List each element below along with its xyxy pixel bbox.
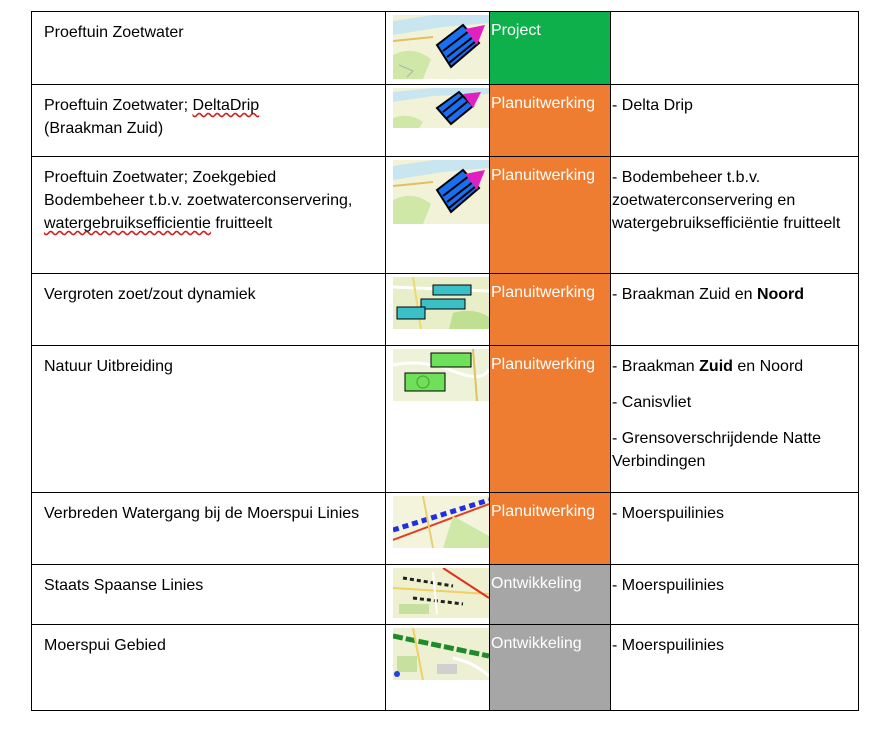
nature-map-icon (393, 349, 489, 401)
spelling-error: DeltaDrip (192, 97, 260, 114)
table-row (32, 12, 859, 85)
table-row (32, 85, 859, 157)
row-title: Moerspui Gebied (44, 637, 166, 654)
row-notes: - Delta Drip (612, 97, 693, 114)
row-title: Staats Spaanse Linies (44, 577, 204, 594)
row-title: Proeftuin Zoetwater (44, 24, 184, 41)
watercourse-map-icon (393, 496, 489, 548)
status-badge: Project (490, 12, 611, 85)
row-title: Verbreden Watergang bij de Moerspui Linies (44, 505, 360, 522)
table-row (32, 274, 859, 346)
table-row (32, 565, 859, 625)
table-row (32, 157, 859, 274)
status-badge: Ontwikkeling (490, 625, 611, 711)
row-title: Natuur Uitbreiding (44, 358, 173, 375)
row-notes: - Moerspuilinies (612, 637, 725, 654)
polder-map-icon (393, 15, 489, 79)
status-badge: Planuitwerking (490, 157, 611, 274)
linies-map-icon (393, 568, 489, 618)
row-notes: - Moerspuilinies (612, 577, 725, 594)
moerspui-map-icon (393, 628, 489, 680)
polder-map-icon (393, 88, 489, 128)
status-badge: Ontwikkeling (490, 565, 611, 625)
table-row (32, 493, 859, 565)
spelling-error: watergebruiksefficientie (44, 215, 211, 232)
row-notes: - Moerspuilinies (612, 505, 725, 522)
table-row (32, 625, 859, 711)
area-map-icon (393, 277, 489, 329)
status-badge: Planuitwerking (490, 274, 611, 346)
row-notes: - Braakman Zuid en Noord (612, 286, 805, 303)
row-title: Vergroten zoet/zout dynamiek (44, 286, 256, 303)
table-row (32, 346, 859, 493)
status-badge: Planuitwerking (490, 85, 611, 157)
row-title: Proeftuin Zoetwater; Zoekgebied Bodembeheer t.b.v. zoetwaterconservering, watergebruiksefficientie fruitteelt (44, 169, 353, 232)
polder-map-icon (393, 160, 489, 224)
status-badge: Planuitwerking (490, 493, 611, 565)
status-badge: Planuitwerking (490, 346, 611, 493)
row-notes: - Braakman Zuid en Noord - Canisvliet - Grensoverschrijdende Natte Verbindingen (612, 358, 821, 470)
project-table (31, 11, 859, 711)
row-title: Proeftuin Zoetwater; DeltaDrip (Braakman Zuid) (44, 97, 260, 137)
row-notes: - Bodembeheer t.b.v. zoetwaterconservering en watergebruiksefficiëntie fruitteelt (612, 169, 841, 232)
